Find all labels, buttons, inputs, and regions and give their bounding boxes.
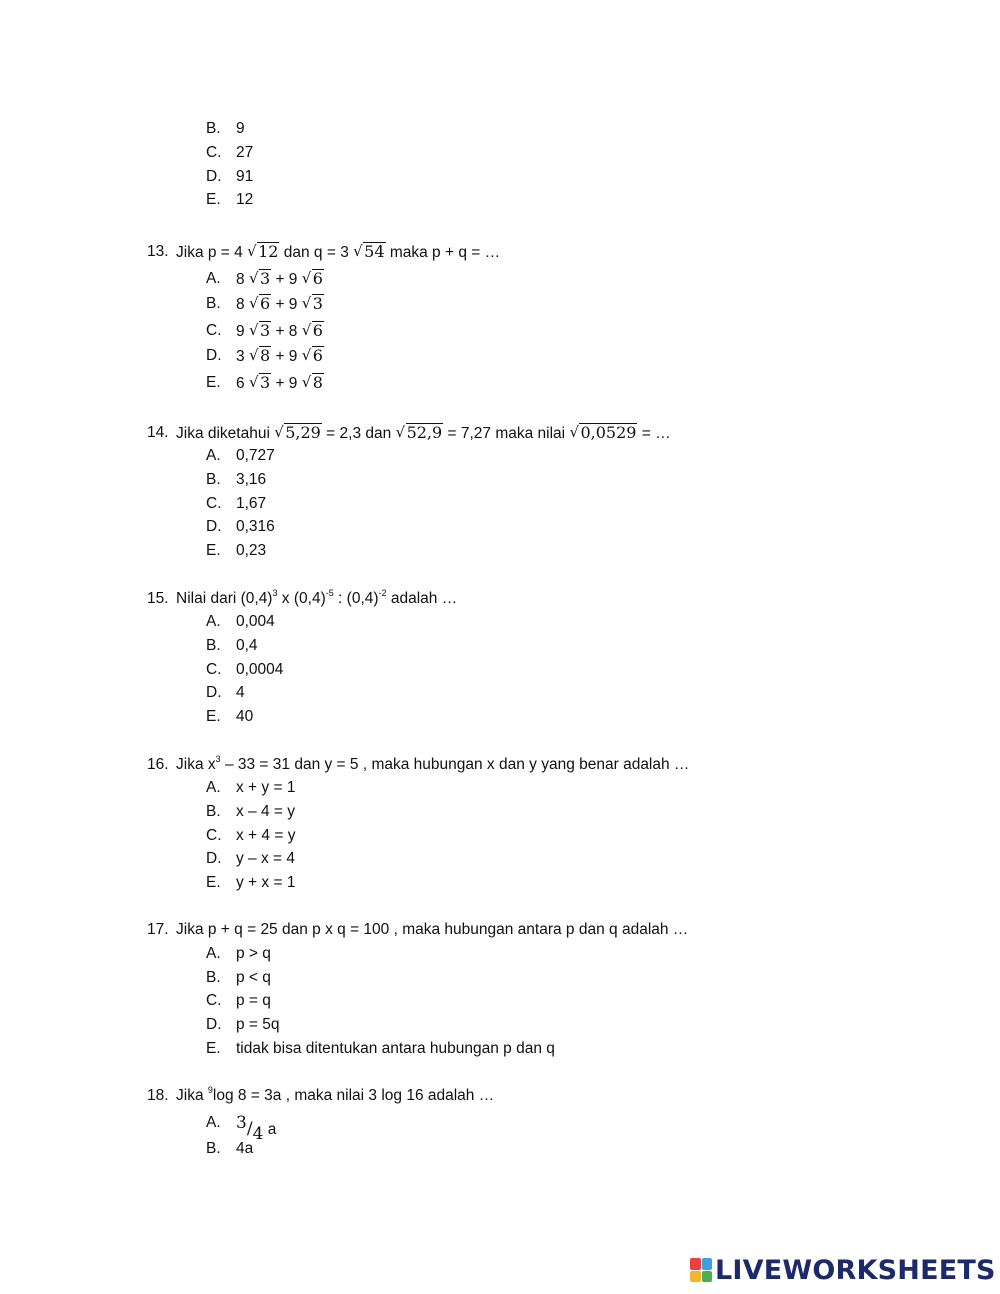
- option-letter: D.: [206, 168, 222, 185]
- option-letter: D.: [206, 850, 222, 867]
- option-text: x – 4 = y: [236, 803, 296, 820]
- question-text: Jika p + q = 25 dan p x q = 100 , maka hubungan antara p dan q adalah …: [176, 921, 689, 938]
- liveworksheets-logo: [690, 1255, 996, 1285]
- option-text: 8 √ 6 + 9 √ 3: [236, 294, 324, 315]
- option-text: 40: [236, 708, 254, 725]
- option-letter: D.: [206, 684, 222, 701]
- question-number: 13.: [147, 243, 169, 260]
- option-letter: B.: [206, 1140, 221, 1157]
- option-text: 0,23: [236, 542, 267, 559]
- question-number: 17.: [147, 921, 169, 938]
- option-text: 8 √ 3 + 9 √ 6: [236, 269, 324, 290]
- option-text: 0,0004: [236, 661, 284, 678]
- option-text: 0,727: [236, 447, 275, 464]
- option-text: 9 √ 3 + 8 √ 6: [236, 321, 324, 342]
- option-letter: E.: [206, 708, 221, 725]
- option-letter: A.: [206, 945, 221, 962]
- option-letter: B.: [206, 803, 221, 820]
- option-text: 0,004: [236, 613, 275, 630]
- question-number: 15.: [147, 590, 169, 607]
- option-letter: B.: [206, 471, 221, 488]
- option-letter: B.: [206, 637, 221, 654]
- option-text: 3,16: [236, 471, 267, 488]
- option-letter: E.: [206, 1040, 221, 1057]
- option-letter: E.: [206, 191, 221, 208]
- option-text: p = 5q: [236, 1016, 280, 1033]
- option-letter: B.: [206, 969, 221, 986]
- option-text: y + x = 1: [236, 874, 296, 891]
- option-text: 4a: [236, 1140, 254, 1157]
- option-letter: A.: [206, 447, 221, 464]
- option-letter: C.: [206, 322, 222, 339]
- question-text: Nilai dari $(0,4)^3$ x $(0,4)^{-5}$ : $(0,4)^{-2}$ adalah …: [176, 588, 458, 607]
- option-text: 0,316: [236, 518, 275, 535]
- option-text: 0,4: [236, 637, 258, 654]
- option-text: 9: [236, 120, 245, 137]
- option-letter: A.: [206, 270, 221, 287]
- option-letter: C.: [206, 661, 222, 678]
- question-number: 14.: [147, 424, 169, 441]
- option-text: x + 4 = y: [236, 827, 296, 844]
- option-letter: A.: [206, 613, 221, 630]
- option-text: p > q: [236, 945, 271, 962]
- option-letter: E.: [206, 374, 221, 391]
- sqrt-expression: √ 54: [353, 242, 385, 262]
- option-text: 3/4 a: [236, 1113, 277, 1144]
- option-text: p < q: [236, 969, 271, 986]
- option-text: 27: [236, 144, 254, 161]
- question-number: 16.: [147, 756, 169, 773]
- option-letter: C.: [206, 495, 222, 512]
- option-letter: C.: [206, 827, 222, 844]
- liveworksheets-logo-icon: [690, 1258, 712, 1282]
- option-letter: B.: [206, 120, 221, 137]
- option-letter: B.: [206, 295, 221, 312]
- question-text: Jika diketahui √ 5,29 = 2,3 dan √ 52,9 = 7,27 maka nilai √ 0,0529 = …: [176, 423, 671, 444]
- option-letter: C.: [206, 992, 222, 1009]
- option-letter: A.: [206, 1114, 221, 1131]
- option-text: y – x = 4: [236, 850, 296, 867]
- option-text: 91: [236, 168, 254, 185]
- option-text: tidak bisa ditentukan antara hubungan p dan q: [236, 1040, 555, 1057]
- sqrt-expression: √ 12: [247, 242, 279, 262]
- option-text: 3 √ 8 + 9 √ 6: [236, 346, 324, 367]
- option-text: 1,67: [236, 495, 267, 512]
- option-text: x + y = 1: [236, 779, 296, 796]
- fraction: 3/4: [236, 1113, 264, 1144]
- option-letter: D.: [206, 347, 222, 364]
- question-text: Jika p = 4 √ 12 dan q = 3 √ 54 maka p + q = …: [176, 242, 500, 263]
- option-text: p = q: [236, 992, 271, 1009]
- option-letter: D.: [206, 518, 222, 535]
- question-number: 18.: [147, 1087, 169, 1104]
- option-letter: E.: [206, 874, 221, 891]
- option-letter: D.: [206, 1016, 222, 1033]
- option-letter: C.: [206, 144, 222, 161]
- option-text: 6 √ 3 + 9 √ 8: [236, 373, 324, 394]
- logo-text: LIVEWORKSHEETS: [715, 1254, 996, 1286]
- option-text: 12: [236, 191, 254, 208]
- question-text: Jika $x^3 - 33 = 31$ dan y = 5 , maka hubungan x dan y yang benar adalah …: [176, 754, 690, 773]
- option-text: 4: [236, 684, 245, 701]
- option-letter: A.: [206, 779, 221, 796]
- question-text: Jika $^9$log 8 = 3a , maka nilai 3 log 16 adalah …: [176, 1085, 495, 1104]
- option-letter: E.: [206, 542, 221, 559]
